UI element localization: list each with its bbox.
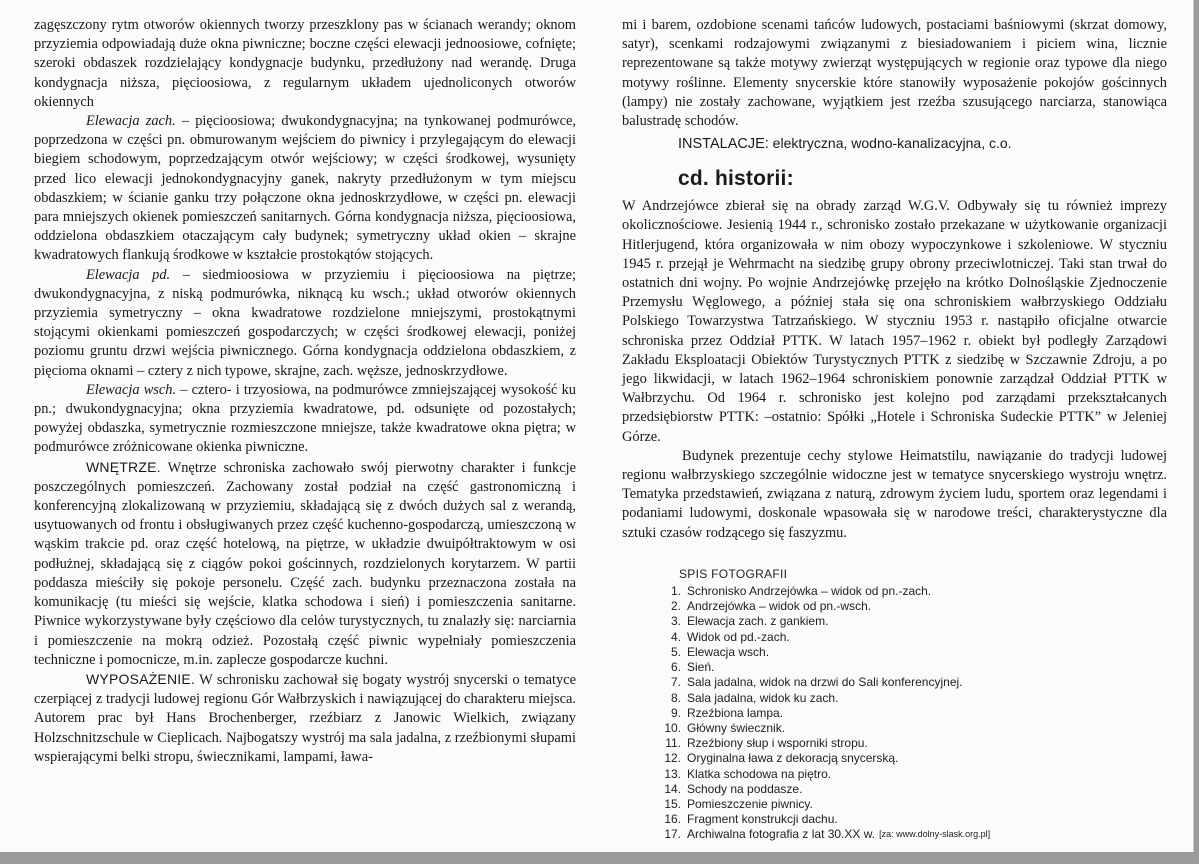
photo-list-item-text: Schody na poddasze. <box>687 781 803 796</box>
photo-list-item <box>659 797 1167 812</box>
text-interior: Wnętrze schroniska zachowało swój pierwotny charakter i funkcje poszczególnych pomieszczeń. Zachowany został podział na część gastronomiczną i konferencyjną zlokalizowaną w przyziemiu, składającą się z dwóch dużych sal z werandą, usytuowanych od frontu i obsługiwanych przez część kuchenno-gospodarczą, umieszczoną w wąskim trakcie pd. oraz część hotelową, na piętrze, w układzie dwuipółtraktowym w osi podłużnej, składającą się z ciągów pokoi gościnnych, rozdzielonych korytarzem. W partii poddasza mieściły się pokoje personelu. Część zach. budynku przeznaczona została na komunikację (tu mieści się wejście, klatka schodowa i sień) i pomieszczenia sanitarne. Piwnice wykorzystywane były częściowo dla celów turystycznych, tu znalazły się: narciarnia i pomieszczenie na mokrą odzież. Pozostałą część piwnic wypełniały pomieszczenia techniczne i pomocnicze, m.in. zaplecze gospodarcze kuchni. <box>34 459 576 668</box>
label-furnishings: WYPOSAŻENIE. <box>86 670 195 687</box>
photo-list-item-number: 7. <box>670 675 681 690</box>
photo-list-item-text: Sala jadalna, widok ku zach. <box>687 690 839 705</box>
photo-list <box>659 567 1167 843</box>
photo-list-item <box>659 751 1167 766</box>
photo-list-item-number: 14. <box>664 781 681 796</box>
photo-list-item-text: Fragment konstrukcji dachu. <box>687 812 838 827</box>
paragraph-furnishings <box>34 670 576 767</box>
photo-list-item <box>659 812 1167 827</box>
photo-list-item <box>659 721 1167 736</box>
photo-list-item-number: 12. <box>664 751 681 766</box>
text-south-elevation: – siedmioosiowa w przyziemiu i pięcioosiowa na piętrze; dwukondygnacyjna, z niską podmurówka, niknącą ku wsch.; układ otworów okiennych przyziemia symetryczny – okna kwadratowe rozdzielone mniejszymi, prostokątnymi stojącymi okienkami pomieszczeń gospodarczych; w części środkowej elewacji, poniżej poziomu gruntu drzwi wejścia piwnicznego. Górna kondygnacja oddzielona obdaszkiem, z pięcioma oknami – cztery z nich typowe, skrajne, zach. węższe, jednoskrzydłowe. <box>34 266 577 379</box>
label-installations: INSTALACJE: <box>678 136 769 153</box>
paragraph-south-elevation <box>34 266 576 381</box>
text-east-elevation: – cztero- i trzyosiowa, na podmurówce zmniejszającej wysokość ku pn.; dwukondygnacyjna; okna przyziemia kwadratowe, pd. odsunięte od pozostałych; powyżej obdaszka, symetrycznie rozmieszczone mniejsze, także kwadratowe okna piętra; w podmurówce zróżnicowane okienka piwniczne. <box>34 381 576 456</box>
photo-list-item-text: Andrzejówka – widok od pn.-wsch. <box>687 599 872 614</box>
photo-list-item-text: Sala jadalna, widok na drzwi do Sali konferencyjnej. <box>687 675 963 690</box>
photo-list-item-number: 5. <box>670 644 681 659</box>
photo-list-item <box>659 767 1167 782</box>
photo-list-item-number: 9. <box>670 705 681 720</box>
photo-source-note: [za: www.dolny-slask.org.pl] <box>879 829 991 840</box>
photo-list-item-text: Główny świecznik. <box>687 720 786 735</box>
photo-list-title: SPIS FOTOGRAFII <box>679 566 788 581</box>
photo-list-item-text: Elewacja wsch. <box>687 644 770 659</box>
photo-list-item-text: Sień. <box>687 660 715 675</box>
photo-list-item-number: 11. <box>665 736 681 751</box>
photo-list-item-number: 13. <box>664 766 681 781</box>
photo-list-item-number: 1. <box>670 584 681 599</box>
photo-list-item-number: 6. <box>670 660 681 675</box>
paragraph-history: W Andrzejówce zbierał się na obrady zarząd W.G.V. Odbywały się tu również imprezy okolicznościowe. Jesienią 1944 r., schronisko zostało przekazane w użytkowanie organizacji Hitlerjugend, która organizowała w nim obozy wypoczynkowe i szkoleniowe. W styczniu 1945 r. przejął je Wehrmacht na siedzibę grupy obrony przeciwlotniczej. Taki stan trwał do ostatnich dni wojny. Po wojnie Andrzejówkę przejęło na krótko Dolnośląskie Zjednoczenie Przemysłu Węglowego, a później stała się ona schroniskiem wałbrzyskiego Oddziału Polskiego Towarzystwa Tatrzańskiego. W styczniu 1953 r. nastąpiło oficjalne otwarcie schroniska przez Oddział PTTK. W latach 1957–1962 r. obiekt był podległy Zarządowi Zakładu Eksploatacji Obiektów Turystycznych PTTK z siedzibę w Szczawnie Zdroju, a po jego likwidacji, w latach 1962–1964 schroniskiem ponownie zarządzał Oddział PTTK w Wałbrzychu. Od 1964 r. schronisko jest kolejno pod zarządami przekształcanych przedsiębiorstw PTTK: –ostatnio: Spółki „Hotele i Schroniska Sudeckie PTTK” w Jeleniej Górze. <box>622 198 1167 445</box>
photo-list-item-number: 3. <box>670 614 681 629</box>
photo-list-item-text: Rzeźbiona lampa. <box>687 705 784 720</box>
photo-list-item-text: Archiwalna fotografia z lat 30.XX w. <box>687 827 876 842</box>
paragraph-installations <box>678 135 1167 152</box>
label-east-elevation: Elewacja wsch. <box>86 381 177 398</box>
right-column <box>622 16 1167 843</box>
label-south-elevation: Elewacja pd. <box>86 266 171 283</box>
text-west-elevation: – pięcioosiowa; dwukondygnacyjna; na tynkowanej podmurówce, poprzedzona w części pn. obmurowanym wejściem do piwnicy i przylegającym do elewacji biegiem schodowym, poprzedzającym otwór wejściowy; w części środkowej, wysunięty przed lico elewacji jednokondygnacyjny ganek, nakryty przedłużonym w tym miejscu obdaszkiem; w ścianie ganku trzy połączone okna jednoskrzydłowe, w części pn. elewacji para mniejszych okienek pomieszczeń sanitarnych. Górna kondygnacja niższa, pięcioosiowa, oddzielona obdaszkiem otaczającym cały budynek; symetryczny układ okien – skrajne kwadratowych flankują środkowe w kształcie prostokątów stojących. <box>34 113 577 264</box>
photo-list-item-number: 15. <box>664 796 681 811</box>
paragraph-front-elevation: zagęszczony rytm otworów okiennych tworzy przeszklony pas w ścianach werandy; oknom przyziemia odpowiadają duże okna piwniczne; boczne części elewacji jednoosiowe, cofnięte; szeroki obdaszek rozdzielający kondygnacje budynku, przedłużony nad werandę. Druga kondygnacja niższa, pięcioosiowa, z regularnym układem ujednoliconych otworów okiennych <box>34 17 576 110</box>
photo-list-item <box>659 827 1167 842</box>
left-column <box>34 16 576 767</box>
photo-list-item-text: Schronisko Andrzejówka – widok od pn.-zach. <box>687 584 932 599</box>
photo-list-item <box>659 691 1167 706</box>
text-installations: elektryczna, wodno-kanalizacyjna, c.o. <box>768 135 1012 152</box>
heading-history: cd. historii: <box>678 167 794 191</box>
label-west-elevation: Elewacja zach. <box>86 113 176 130</box>
photo-list-item-number: 10. <box>664 720 681 735</box>
paragraph-interior <box>34 458 576 670</box>
photo-list-item <box>659 584 1167 599</box>
photo-list-item-number: 8. <box>670 690 681 705</box>
photo-list-item-text: Widok od pd.-zach. <box>687 629 790 644</box>
photo-list-item-number: 2. <box>670 599 681 614</box>
photo-list-item <box>659 645 1167 660</box>
photo-list-item-text: Elewacja zach. z gankiem. <box>687 614 829 629</box>
photo-list-item <box>659 614 1167 629</box>
text-furnishings: W schronisku zachował się bogaty wystrój snycerski o tematyce czerpiącej z tradycji ludowej regionu Gór Wałbrzyskich i nawiązującej do charakteru miejsca. Autorem prac był Hans Brochenberger, rzeźbiarz z Janowic Wielkich, związany Holzschnitzschule w Cieplicach. Najbogatszy wystrój ma sala jadalna, z rzeźbionymi słupami wspierającymi belki stropu, świecznikami, lampami, ława- <box>34 671 576 765</box>
photo-list-item-text: Klatka schodowa na piętro. <box>687 766 832 781</box>
photo-list-item-number: 17. <box>664 827 681 842</box>
paragraph-furnishings-cont: mi i barem, ozdobione scenami tańców ludowych, postaciami baśniowymi (skrzat domowy, satyr), scenkami rodzajowymi związanymi z biesiadowaniem i piciem wina, licznie reprezentowane są także motywy zwierząt występujących w regionie oraz typowe dla niego motywy roślinne. Elementy snycerskie które stanowiły wyposażenie pokojów gościnnych (lampy) nie zostały zachowane, wyjątkiem jest rzeźba szusującego narciarza, stanowiąca balustradę schodów. <box>622 17 1167 130</box>
paragraph-style: Budynek prezentuje cechy stylowe Heimatstilu, nawiązanie do tradycji ludowej regionu wałbrzyskiego szczególnie widoczne jest w tematyce snycerskiego wystroju wnętrz. Tematyka przedstawień, związana z naturą, zdrowym życiem ludu, sportem oraz legendami i podaniami ludowymi, doskonale wpasowała się w narodowe treści, charakterystyczne dla sztuki czasów rodzącego się faszyzmu. <box>622 447 1167 541</box>
photo-list-item-number: 16. <box>664 812 681 827</box>
photo-list-item <box>659 706 1167 721</box>
photo-list-item-text: Rzeźbiony słup i wsporniki stropu. <box>687 736 868 751</box>
photo-list-item-text: Pomieszczenie piwnicy. <box>687 796 813 811</box>
photo-list-item-number: 4. <box>670 629 681 644</box>
photo-list-item-text: Oryginalna ława z dekoracją snycerską. <box>687 751 899 766</box>
label-interior: WNĘTRZE. <box>86 458 161 475</box>
photo-list-item <box>659 675 1167 690</box>
photo-list-item <box>659 782 1167 797</box>
photo-list-item <box>659 599 1167 614</box>
paragraph-east-elevation <box>34 381 576 458</box>
photo-list-item <box>659 630 1167 645</box>
photo-list-item <box>659 736 1167 751</box>
photo-list-item <box>659 660 1167 675</box>
photo-list-items <box>659 584 1167 842</box>
paragraph-west-elevation <box>34 112 576 266</box>
